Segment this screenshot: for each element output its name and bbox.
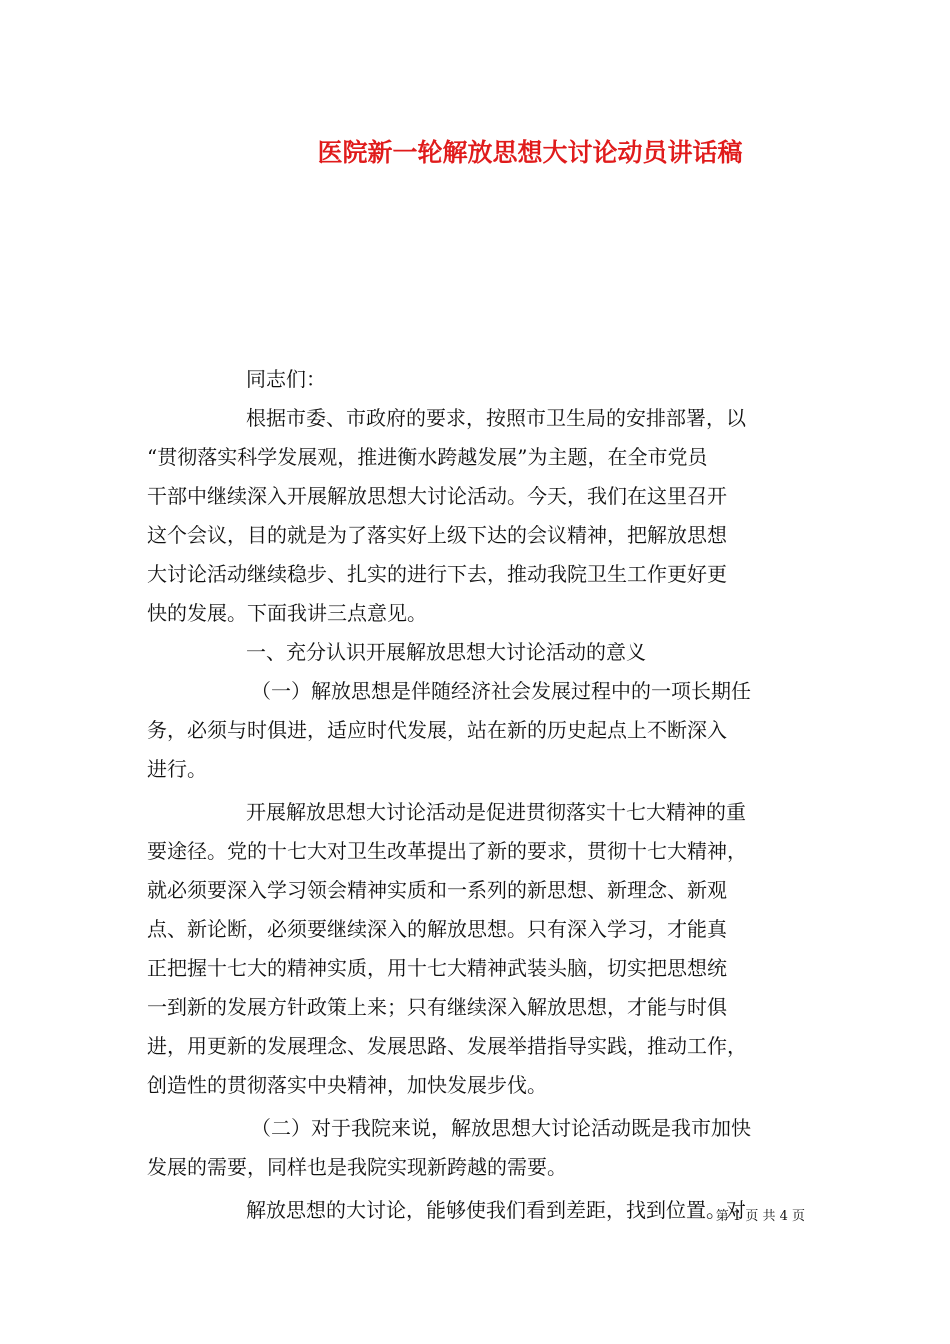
subsection-heading: （一）解放思想是伴随经济社会发展过程中的一项长期任 [251, 679, 751, 703]
paragraph-line: 一到新的发展方针政策上来；只有继续深入解放思想，才能与时俱 [147, 995, 727, 1019]
page-number: 第 1 页 共 4 页 [715, 1209, 805, 1224]
subsection-heading: （二）对于我院来说，解放思想大讨论活动既是我市加快 [251, 1116, 751, 1140]
paragraph-line: 同志们： [246, 367, 326, 391]
paragraph-line: 快的发展。下面我讲三点意见。 [147, 601, 427, 625]
paragraph-line: 点、新论断，必须要继续深入的解放思想。只有深入学习，才能真 [147, 917, 727, 941]
paragraph-line: 要途径。党的十七大对卫生改革提出了新的要求，贯彻十七大精神， [147, 839, 747, 863]
paragraph-line: 根据市委、市政府的要求，按照市卫生局的安排部署，以 [246, 406, 746, 430]
paragraph-line: 这个会议，目的就是为了落实好上级下达的会议精神，把解放思想 [147, 523, 727, 547]
paragraph-line: 进行。 [147, 757, 207, 781]
paragraph-line: “贯彻落实科学发展观，推进衡水跨越发展”为主题，在全市党员 [147, 445, 708, 469]
paragraph-line: 创造性的贯彻落实中央精神，加快发展步伐。 [147, 1073, 547, 1097]
paragraph-line: 就必须要深入学习领会精神实质和一系列的新思想、新理念、新观 [147, 878, 727, 902]
paragraph-line: 解放思想的大讨论，能够使我们看到差距，找到位置。对 [246, 1198, 746, 1222]
document-body [147, 360, 807, 1230]
paragraph-line: 务，必须与时俱进，适应时代发展，站在新的历史起点上不断深入 [147, 718, 727, 742]
paragraph-line: 开展解放思想大讨论活动是促进贯彻落实十七大精神的重 [246, 800, 746, 824]
paragraph-line: 发展的需要，同样也是我院实现新跨越的需要。 [147, 1155, 567, 1179]
paragraph-line: 大讨论活动继续稳步、扎实的进行下去，推动我院卫生工作更好更 [147, 562, 727, 586]
section-heading: 一、充分认识开展解放思想大讨论活动的意义 [246, 640, 646, 664]
document-title: 医院新一轮解放思想大讨论动员讲话稿 [317, 138, 743, 167]
paragraph-line: 干部中继续深入开展解放思想大讨论活动。今天，我们在这里召开 [147, 484, 727, 508]
paragraph-line: 进，用更新的发展理念、发展思路、发展举措指导实践，推动工作， [147, 1034, 747, 1058]
paragraph-line: 正把握十七大的精神实质，用十七大精神武装头脑，切实把思想统 [147, 956, 727, 980]
